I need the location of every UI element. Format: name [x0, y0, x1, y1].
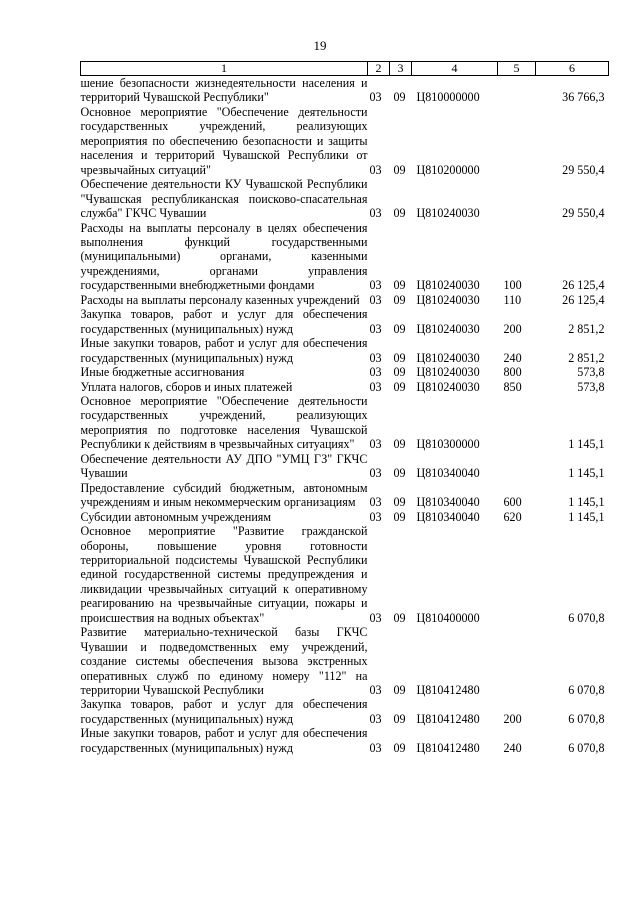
row-amount: 1 145,1: [568, 495, 605, 510]
header-col-2: 2: [368, 62, 390, 76]
row-name: Иные закупки товаров, работ и услуг для обеспечения государственных (муниципальных) нужд: [80, 726, 368, 755]
row-target-article: Ц810300000: [416, 437, 480, 452]
header-col-6: 6: [536, 62, 609, 76]
table-row: [81, 380, 609, 394]
row-target-article: Ц810000000: [416, 90, 480, 105]
row-target-article: Ц810240030: [416, 321, 480, 336]
row-amount: 573,8: [577, 365, 605, 380]
row-amount: 6 070,8: [568, 610, 605, 625]
header-row: [81, 62, 609, 76]
row-section: 03: [369, 466, 382, 481]
row-section: 03: [369, 683, 382, 698]
row-name: Основное мероприятие "Обеспечение деятельности государственных учреждений, реализующих мероприятия по подготовке населения Чувашской Республики к действиям в чрезвычайных ситуациях": [80, 393, 368, 452]
row-amount: 26 125,4: [562, 278, 605, 293]
row-name: Основное мероприятие "Развитие гражданской обороны, повышение уровня готовности территориальной подсистемы Чувашской Республики единой государственной системы предупреждения и ликвидации чрезвычайных ситуаций к оперативному реагированию на чрезвычайные ситуации, пожары и происшествия на водных объектах": [80, 524, 368, 625]
row-subsection: 09: [393, 321, 406, 336]
row-section: 03: [369, 206, 382, 221]
row-subsection: 09: [393, 509, 406, 524]
row-section: 03: [369, 740, 382, 755]
table-row: [81, 726, 609, 755]
row-amount: 6 070,8: [568, 683, 605, 698]
row-target-article: Ц810240030: [416, 350, 480, 365]
row-name: Уплата налогов, сборов и иных платежей: [80, 379, 293, 394]
row-subsection: 09: [393, 292, 406, 307]
row-subsection: 09: [393, 90, 406, 105]
row-section: 03: [369, 292, 382, 307]
row-expense-type: 620: [503, 509, 522, 524]
row-expense-type: 800: [503, 365, 522, 380]
row-expense-type: 600: [503, 495, 522, 510]
row-expense-type: 240: [503, 350, 522, 365]
row-target-article: Ц810200000: [416, 162, 480, 177]
row-section: 03: [369, 321, 382, 336]
row-subsection: 09: [393, 162, 406, 177]
row-subsection: 09: [393, 437, 406, 452]
row-target-article: Ц810340040: [416, 466, 480, 481]
row-amount: 29 550,4: [562, 162, 605, 177]
row-target-article: Ц810340040: [416, 495, 480, 510]
row-target-article: Ц810340040: [416, 509, 480, 524]
row-section: 03: [369, 495, 382, 510]
row-subsection: 09: [393, 206, 406, 221]
row-subsection: 09: [393, 350, 406, 365]
row-target-article: Ц810240030: [416, 365, 480, 380]
row-expense-type: 850: [503, 379, 522, 394]
row-expense-type: 100: [503, 278, 522, 293]
row-subsection: 09: [393, 466, 406, 481]
row-target-article: Ц810240030: [416, 292, 480, 307]
row-name: Закупка товаров, работ и услуг для обеспечения государственных (муниципальных) нужд: [80, 697, 368, 726]
header-col-4: 4: [412, 62, 498, 76]
row-expense-type: [498, 524, 536, 625]
row-expense-type: 240: [503, 740, 522, 755]
row-subsection: 09: [393, 278, 406, 293]
table-row: [81, 177, 609, 220]
row-expense-type: [498, 452, 536, 481]
row-name: Предоставление субсидий бюджетным, автономным учреждениям и иным некоммерческим организациям: [80, 480, 368, 510]
table-row: [81, 105, 609, 177]
row-name: Обеспечение деятельности АУ ДПО "УМЦ ГЗ" ГКЧС Чувашии: [80, 451, 368, 481]
table-row: [81, 76, 609, 105]
row-section: 03: [369, 509, 382, 524]
row-target-article: Ц810240030: [416, 278, 480, 293]
table-body: [81, 76, 609, 756]
row-target-article: Ц810240030: [416, 379, 480, 394]
row-name: Иные бюджетные ассигнования: [80, 365, 245, 380]
table-row: [81, 481, 609, 510]
row-target-article: Ц810412480: [416, 711, 480, 726]
table-row: [81, 394, 609, 452]
row-amount: 2 851,2: [568, 321, 605, 336]
row-name: Развитие материально-технической базы ГКЧС Чувашии и подведомственных ему учреждений, создание системы обеспечения вызова экстренных оперативных служб по единому номеру "112" на территории Чувашской Республики: [80, 625, 368, 698]
header-col-5: 5: [498, 62, 536, 76]
row-amount: 29 550,4: [562, 206, 605, 221]
row-section: 03: [369, 610, 382, 625]
row-expense-type: [498, 177, 536, 220]
row-name: Закупка товаров, работ и услуг для обеспечения государственных (муниципальных) нужд: [80, 307, 368, 336]
row-subsection: 09: [393, 495, 406, 510]
row-name: Расходы на выплаты персоналу казенных учреждений: [80, 292, 360, 307]
table-row: [81, 524, 609, 625]
table-row: [81, 452, 609, 481]
row-section: 03: [369, 162, 382, 177]
page-number: 19: [313, 38, 327, 53]
table-row: [81, 510, 609, 524]
table-header: [81, 62, 609, 76]
row-amount: 26 125,4: [562, 292, 605, 307]
row-amount: 1 145,1: [568, 509, 605, 524]
row-subsection: 09: [393, 610, 406, 625]
budget-table: [80, 61, 609, 755]
row-target-article: Ц810240030: [416, 206, 480, 221]
row-expense-type: 110: [503, 292, 522, 307]
row-subsection: 09: [393, 711, 406, 726]
row-subsection: 09: [393, 379, 406, 394]
row-expense-type: [498, 76, 536, 105]
row-expense-type: [498, 105, 536, 177]
row-expense-type: 200: [503, 711, 522, 726]
table-row: [81, 221, 609, 293]
row-section: 03: [369, 350, 382, 365]
row-section: 03: [369, 365, 382, 380]
row-section: 03: [369, 278, 382, 293]
row-amount: 1 145,1: [568, 466, 605, 481]
row-name: Расходы на выплаты персоналу в целях обеспечения выполнения функций государственными (муниципальными) органами, казенными учреждениями, органами управления государственными внебюджетными фондами: [80, 220, 368, 293]
row-expense-type: [498, 394, 536, 452]
row-amount: 6 070,8: [568, 740, 605, 755]
row-subsection: 09: [393, 683, 406, 698]
row-name: Обеспечение деятельности КУ Чувашской Республики "Чувашская республиканская поисково-спасательная служба" ГКЧС Чувашии: [80, 177, 368, 221]
row-amount: 36 766,3: [562, 90, 605, 105]
row-target-article: Ц810412480: [416, 740, 480, 755]
row-expense-type: [498, 625, 536, 697]
row-amount: 1 145,1: [568, 437, 605, 452]
table-row: [81, 697, 609, 726]
row-section: 03: [369, 711, 382, 726]
row-name: шение безопасности жизнедеятельности населения и территорий Чувашской Республики": [80, 76, 368, 105]
row-expense-type: 200: [503, 321, 522, 336]
table-row: [81, 336, 609, 365]
row-target-article: Ц810412480: [416, 683, 480, 698]
row-amount: 573,8: [577, 379, 605, 394]
row-name: Основное мероприятие "Обеспечение деятельности государственных учреждений, реализующих мероприятия по обеспечению безопасности и защиты населения и территорий Чувашской Республики от чрезвычайных ситуаций": [80, 104, 368, 177]
header-col-1: 1: [81, 62, 368, 76]
row-section: 03: [369, 379, 382, 394]
row-section: 03: [369, 90, 382, 105]
table-row: [81, 625, 609, 697]
row-name: Субсидии автономным учреждениям: [80, 509, 272, 524]
table-row: [81, 307, 609, 336]
row-subsection: 09: [393, 740, 406, 755]
table-row: [81, 293, 609, 307]
row-amount: 6 070,8: [568, 711, 605, 726]
row-target-article: Ц810400000: [416, 610, 480, 625]
row-amount: 2 851,2: [568, 350, 605, 365]
row-section: 03: [369, 437, 382, 452]
row-name: Иные закупки товаров, работ и услуг для обеспечения государственных (муниципальных) нужд: [80, 336, 368, 365]
header-col-3: 3: [390, 62, 412, 76]
table-row: [81, 365, 609, 379]
row-subsection: 09: [393, 365, 406, 380]
